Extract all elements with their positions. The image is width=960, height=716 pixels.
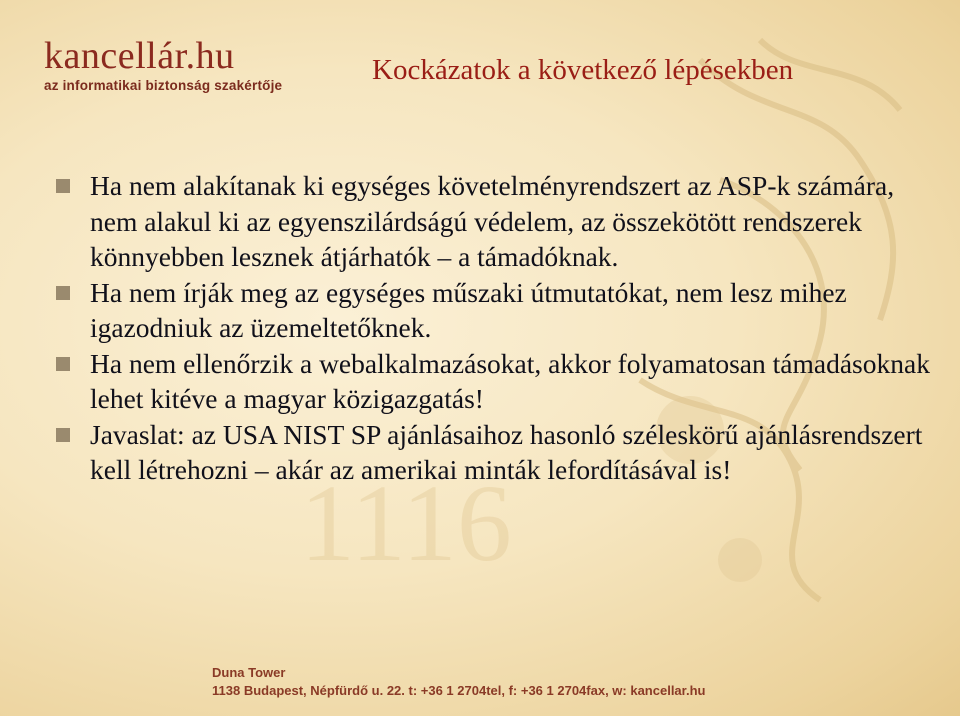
bullet-list <box>56 168 936 488</box>
square-bullet-icon <box>56 428 70 442</box>
square-bullet-icon <box>56 357 70 371</box>
bullet-text: Ha nem írják meg az egységes műszaki útmutatókat, nem lesz mihez igazodniuk az üzemeltetőknek. <box>90 276 847 343</box>
slide-title: Kockázatok a következő lépésekben <box>372 54 794 86</box>
bullet-item <box>56 275 936 346</box>
bullet-text: Javaslat: az USA NIST SP ajánlásaihoz hasonló széleskörű ajánlásrendszert kell létrehozni – akár az amerikai minták lefordításával is! <box>90 418 923 485</box>
bullet-item <box>56 346 936 417</box>
square-bullet-icon <box>56 286 70 300</box>
logo <box>44 36 282 93</box>
footer-contact: 1138 Budapest, Népfürdő u. 22. t: +36 1 2704tel, f: +36 1 2704fax, w: kancellar.hu <box>212 683 706 698</box>
bullet-item <box>56 168 936 275</box>
square-bullet-icon <box>56 179 70 193</box>
footer-building: Duna Tower <box>212 665 286 680</box>
logo-tagline: az informatikai biztonság szakértője <box>44 78 283 93</box>
svg-text:1116: 1116 <box>300 462 512 584</box>
bullet-text: Ha nem alakítanak ki egységes követelményrendszert az ASP-k számára, nem alakul ki az egyenszilárdságú védelem, az összekötött rendszerek könnyebben lesznek átjárhatók – a támadóknak. <box>90 170 895 272</box>
bullet-item <box>56 417 936 488</box>
bullet-text: Ha nem ellenőrzik a webalkalmazásokat, akkor folyamatosan támadásoknak lehet kitéve a magyar közigazgatás! <box>90 347 930 414</box>
logo-name: kancellár.hu <box>44 35 235 77</box>
footer <box>212 664 706 700</box>
